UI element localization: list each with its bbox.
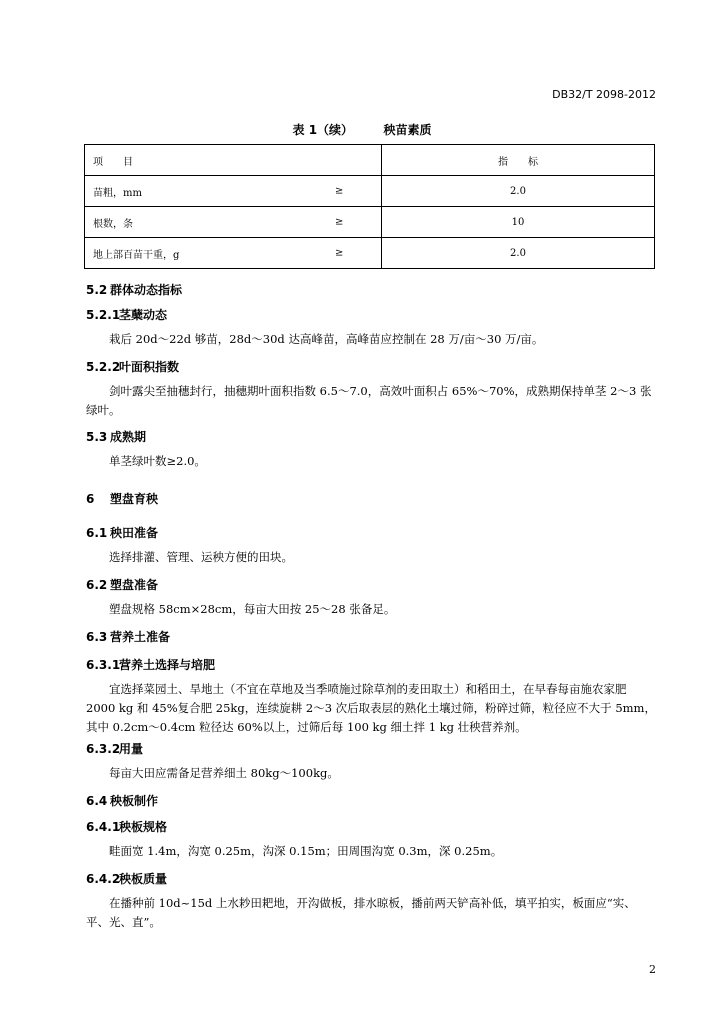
table-header-index: 指 标 (382, 145, 655, 176)
section-heading: 6.3.1营养土选择与培肥 (86, 658, 216, 672)
table-row (85, 207, 655, 238)
table-cell-item: 根数，条 ≥ (85, 207, 382, 238)
table-cell-item: 地上部百苗干重，g ≥ (85, 238, 382, 269)
section-heading: 6.4.1秧板规格 (86, 820, 168, 834)
section-paragraph: 单茎绿叶数≥2.0。 (109, 454, 206, 468)
table-header-item: 项 目 (85, 145, 382, 176)
section-paragraph: 宜选择菜园土、旱地土（不宜在草地及当季喷施过除草剂的麦田取土）和稻田土，在早春每亩施农家肥 2000 kg 和 45%复合肥 25kg，连续旋耕 2～3 次后取表层的熟化土壤过筛，粉碎过筛，粒径应不大于 5mm，其中 0.2cm～0.4cm 粒径达 60%以上，过筛后每 100 kg 细土拌 1 kg 壮秧营养剂。 (86, 682, 656, 734)
table-row (85, 176, 655, 207)
section-heading: 5.2.1茎蘖动态 (86, 308, 168, 322)
section-heading: 5.3 成熟期 (86, 430, 147, 444)
section-paragraph: 栽后 20d～22d 够苗，28d～30d 达高峰苗，高峰苗应控制在 28 万/亩～30 万/亩。 (109, 332, 544, 346)
page-number: 2 (649, 963, 656, 976)
table-cell-operator: ≥ (335, 185, 344, 197)
section-paragraph: 选择排灌、管理、运秧方便的田块。 (109, 550, 293, 564)
table-row (85, 238, 655, 269)
table-cell-value: 2.0 (382, 176, 655, 207)
section-heading: 6.4 秧板制作 (86, 794, 159, 808)
section-heading: 6.3.2用量 (86, 742, 144, 756)
section-heading: 6.2 塑盘准备 (86, 578, 159, 592)
table-cell-value: 10 (382, 207, 655, 238)
section-paragraph: 塑盘规格 58cm×28cm，每亩大田按 25～28 张备足。 (109, 602, 396, 616)
section-heading: 6.4.2秧板质量 (86, 872, 168, 886)
section-heading: 6.3 营养土准备 (86, 630, 171, 644)
section-heading: 5.2.2叶面积指数 (86, 360, 180, 374)
standard-number: DB32/T 2098-2012 (552, 88, 656, 101)
section-paragraph: 每亩大田应需备足营养细土 80kg～100kg。 (109, 766, 339, 780)
table-header-row (85, 145, 655, 176)
seedling-quality-table (84, 144, 655, 269)
table-caption (0, 121, 724, 138)
table-cell-operator: ≥ (335, 216, 344, 228)
table-cell-item: 苗粗，mm ≥ (85, 176, 382, 207)
table-caption-label: 表 1（续） (292, 123, 354, 137)
section-heading: 5.2 群体动态指标 (86, 283, 183, 297)
section-heading: 6.1 秧田准备 (86, 526, 159, 540)
section-paragraph: 剑叶露尖至抽穗封行，抽穗期叶面积指数 6.5～7.0，高效叶面积占 65%～70%，成熟期保持单茎 2～3 张绿叶。 (86, 384, 652, 417)
table-cell-value: 2.0 (382, 238, 655, 269)
section-paragraph: 畦面宽 1.4m，沟宽 0.25m，沟深 0.15m；田周围沟宽 0.3m，深 0.25m。 (109, 844, 503, 858)
table-caption-title: 秧苗素质 (383, 123, 432, 137)
table-cell-operator: ≥ (335, 247, 344, 259)
chapter-heading: 6 塑盘育秧 (86, 492, 159, 506)
section-paragraph: 在播种前 10d~15d 上水耖田耙地，开沟做板，排水晾板，播前两天铲高补低，填平拍实，板面应“实、平、光、直”。 (86, 896, 636, 929)
